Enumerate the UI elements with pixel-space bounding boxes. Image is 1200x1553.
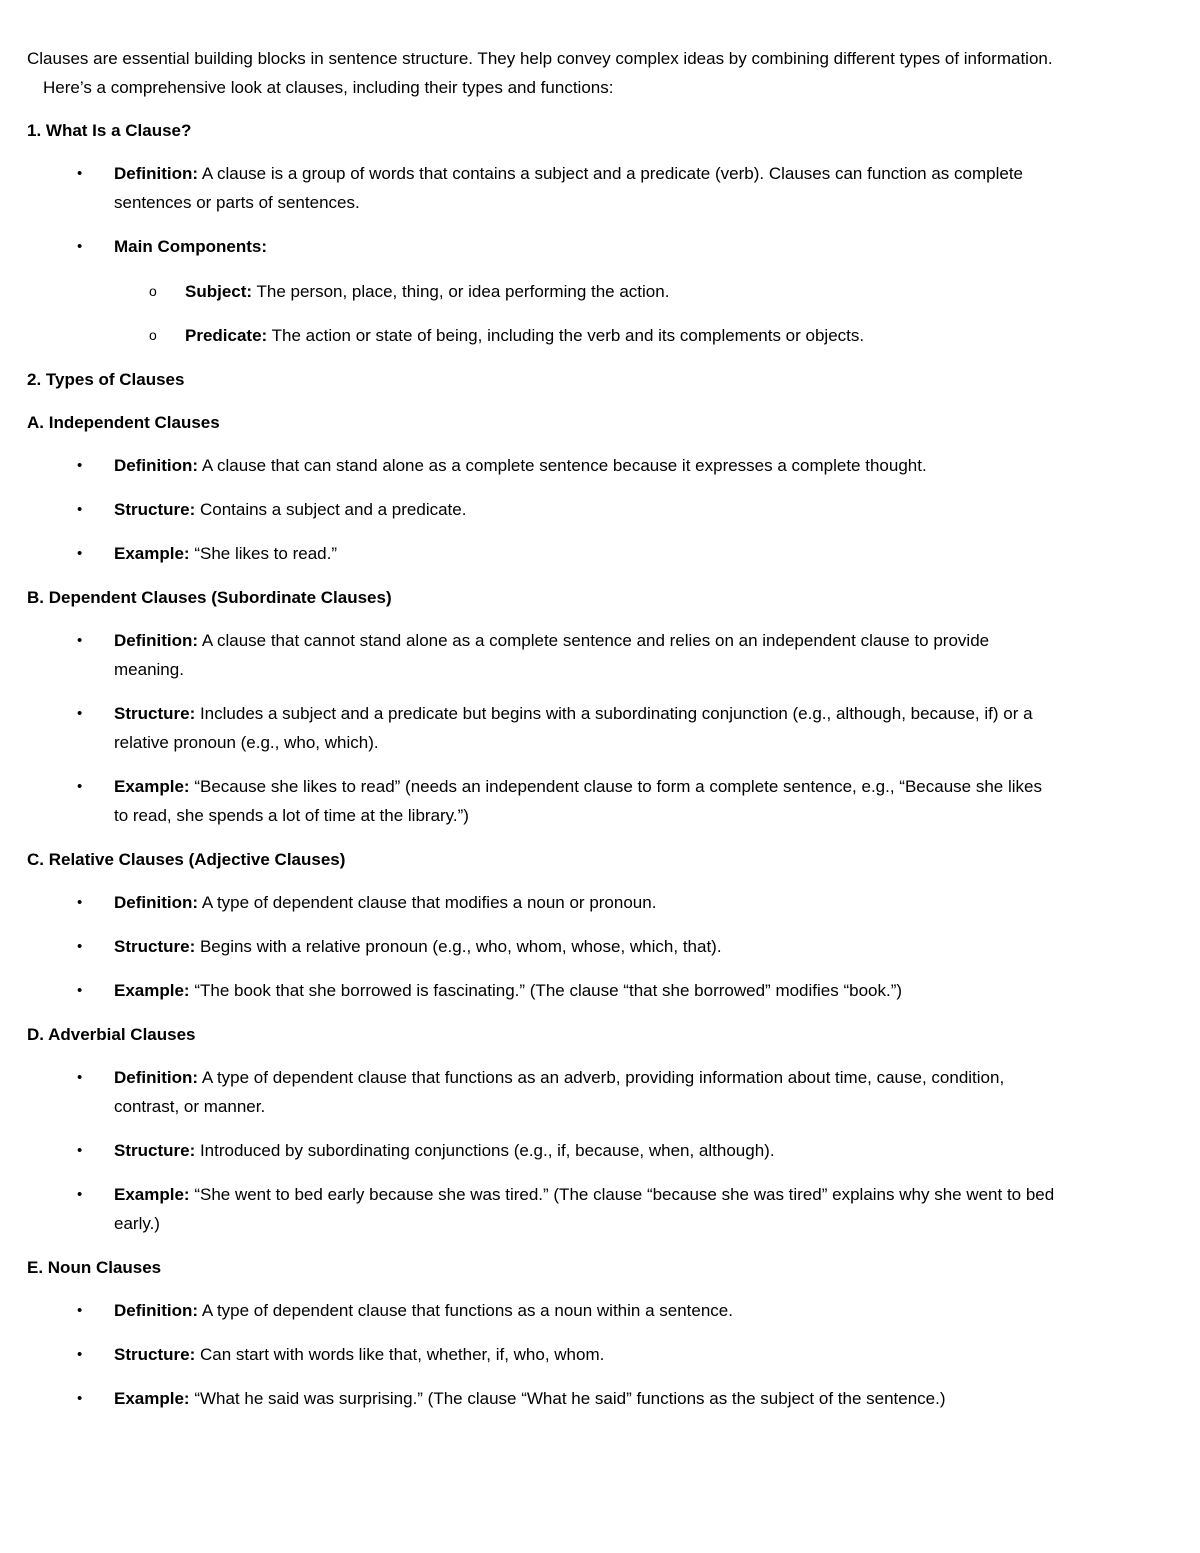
sub-item-term: Predicate: (185, 326, 268, 345)
item-term: Example: (114, 544, 190, 563)
list-item (27, 772, 1059, 830)
item-term: Definition: (114, 631, 199, 650)
item-text: “She likes to read.” (189, 544, 337, 563)
sub-list-item (114, 277, 1059, 306)
section-heading: C. Relative Clauses (Adjective Clauses) (27, 850, 346, 869)
section-heading: A. Independent Clauses (27, 413, 220, 432)
bullet-icon: • (77, 778, 83, 795)
item-term: Main Components: (114, 237, 267, 256)
item-text: Contains a subject and a predicate. (195, 500, 467, 519)
item-text: A clause that can stand alone as a complete sentence because it expresses a complete thought. (198, 456, 927, 475)
list-item (27, 932, 1059, 961)
item-text: “Because she likes to read” (needs an independent clause to form a complete sentence, e.g., “Because she likes to read, she spends a lot of time at the library.”) (114, 777, 1042, 825)
list-item (27, 1136, 1059, 1165)
bullet-icon: • (77, 545, 83, 562)
list-item (27, 1180, 1059, 1238)
bullet-icon: • (77, 938, 83, 955)
bullet-icon: • (77, 1302, 83, 1319)
item-term: Definition: (114, 1068, 199, 1087)
intro-paragraph: Clauses are essential building blocks in sentence structure. They help convey complex ideas by combining different types of information. Here’s a comprehensive look at clauses, including their types and functions: (27, 49, 1053, 97)
item-term: Structure: (114, 1345, 196, 1364)
item-term: Structure: (114, 704, 196, 723)
list-item (27, 1340, 1059, 1369)
section-heading: E. Noun Clauses (27, 1258, 162, 1277)
item-term: Example: (114, 1185, 190, 1204)
bullet-icon: • (77, 1346, 83, 1363)
item-term: Definition: (114, 164, 199, 183)
bullet-list (27, 159, 1200, 350)
item-text: “She went to bed early because she was tired.” (The clause “because she was tired” explains why she went to bed early.) (114, 1185, 1055, 1233)
bullet-icon: • (77, 632, 83, 649)
item-term: Example: (114, 1389, 190, 1408)
bullet-icon: • (77, 457, 83, 474)
item-term: Structure: (114, 937, 196, 956)
bullet-list (27, 1063, 1200, 1238)
sub-item-term: Subject: (185, 282, 253, 301)
circle-bullet-icon: o (149, 327, 157, 343)
document-body (27, 116, 1200, 1413)
list-item (27, 1296, 1059, 1325)
item-text: A clause that cannot stand alone as a complete sentence and relies on an independent clause to provide meaning. (114, 631, 990, 679)
list-item (27, 232, 1059, 350)
item-text: Can start with words like that, whether, if, who, whom. (195, 1345, 605, 1364)
item-text: A clause is a group of words that contains a subject and a predicate (verb). Clauses can function as complete sentences or parts of sentences. (114, 164, 1024, 212)
bullet-list (27, 888, 1200, 1005)
bullet-icon: • (77, 1186, 83, 1203)
bullet-icon: • (77, 982, 83, 999)
item-term: Definition: (114, 456, 199, 475)
list-item (27, 976, 1059, 1005)
item-text: A type of dependent clause that functions as an adverb, providing information about time, cause, condition, contrast, or manner. (114, 1068, 1005, 1116)
section-heading: B. Dependent Clauses (Subordinate Clauses) (27, 588, 392, 607)
item-term: Example: (114, 777, 190, 796)
item-text: A type of dependent clause that functions as a noun within a sentence. (198, 1301, 733, 1320)
list-item (27, 699, 1059, 757)
sub-list-item (114, 321, 1059, 350)
item-text: “The book that she borrowed is fascinating.” (The clause “that she borrowed” modifies “book.”) (189, 981, 903, 1000)
bullet-icon: • (77, 1390, 83, 1407)
item-term: Definition: (114, 1301, 199, 1320)
section-heading: 1. What Is a Clause? (27, 121, 192, 140)
list-item (27, 495, 1059, 524)
bullet-icon: • (77, 1069, 83, 1086)
list-item (27, 888, 1059, 917)
item-term: Structure: (114, 1141, 196, 1160)
item-term: Structure: (114, 500, 196, 519)
bullet-list (27, 451, 1200, 568)
bullet-list (27, 1296, 1200, 1413)
item-text: Introduced by subordinating conjunctions (e.g., if, because, when, although). (195, 1141, 775, 1160)
bullet-icon: • (77, 165, 83, 182)
circle-bullet-icon: o (149, 283, 157, 299)
item-term: Definition: (114, 893, 199, 912)
bullet-icon: • (77, 894, 83, 911)
list-item (27, 1384, 1059, 1413)
item-text: A type of dependent clause that modifies a noun or pronoun. (198, 893, 657, 912)
list-item (27, 159, 1059, 217)
sub-bullet-list (114, 277, 1059, 350)
list-item (27, 539, 1059, 568)
item-text: “What he said was surprising.” (The clause “What he said” functions as the subject of the sentence.) (189, 1389, 946, 1408)
bullet-icon: • (77, 238, 83, 255)
list-item (27, 451, 1059, 480)
list-item (27, 626, 1059, 684)
section-heading: 2. Types of Clauses (27, 370, 185, 389)
section-heading: D. Adverbial Clauses (27, 1025, 196, 1044)
sub-item-text: The action or state of being, including the verb and its complements or objects. (267, 326, 865, 345)
bullet-icon: • (77, 1142, 83, 1159)
item-text: Begins with a relative pronoun (e.g., who, whom, whose, which, that). (195, 937, 722, 956)
bullet-icon: • (77, 705, 83, 722)
list-item (27, 1063, 1059, 1121)
sub-item-text: The person, place, thing, or idea performing the action. (252, 282, 670, 301)
bullet-icon: • (77, 501, 83, 518)
item-term: Example: (114, 981, 190, 1000)
bullet-list (27, 626, 1200, 830)
item-text: Includes a subject and a predicate but begins with a subordinating conjunction (e.g., although, because, if) or a relative pronoun (e.g., who, which). (114, 704, 1033, 752)
